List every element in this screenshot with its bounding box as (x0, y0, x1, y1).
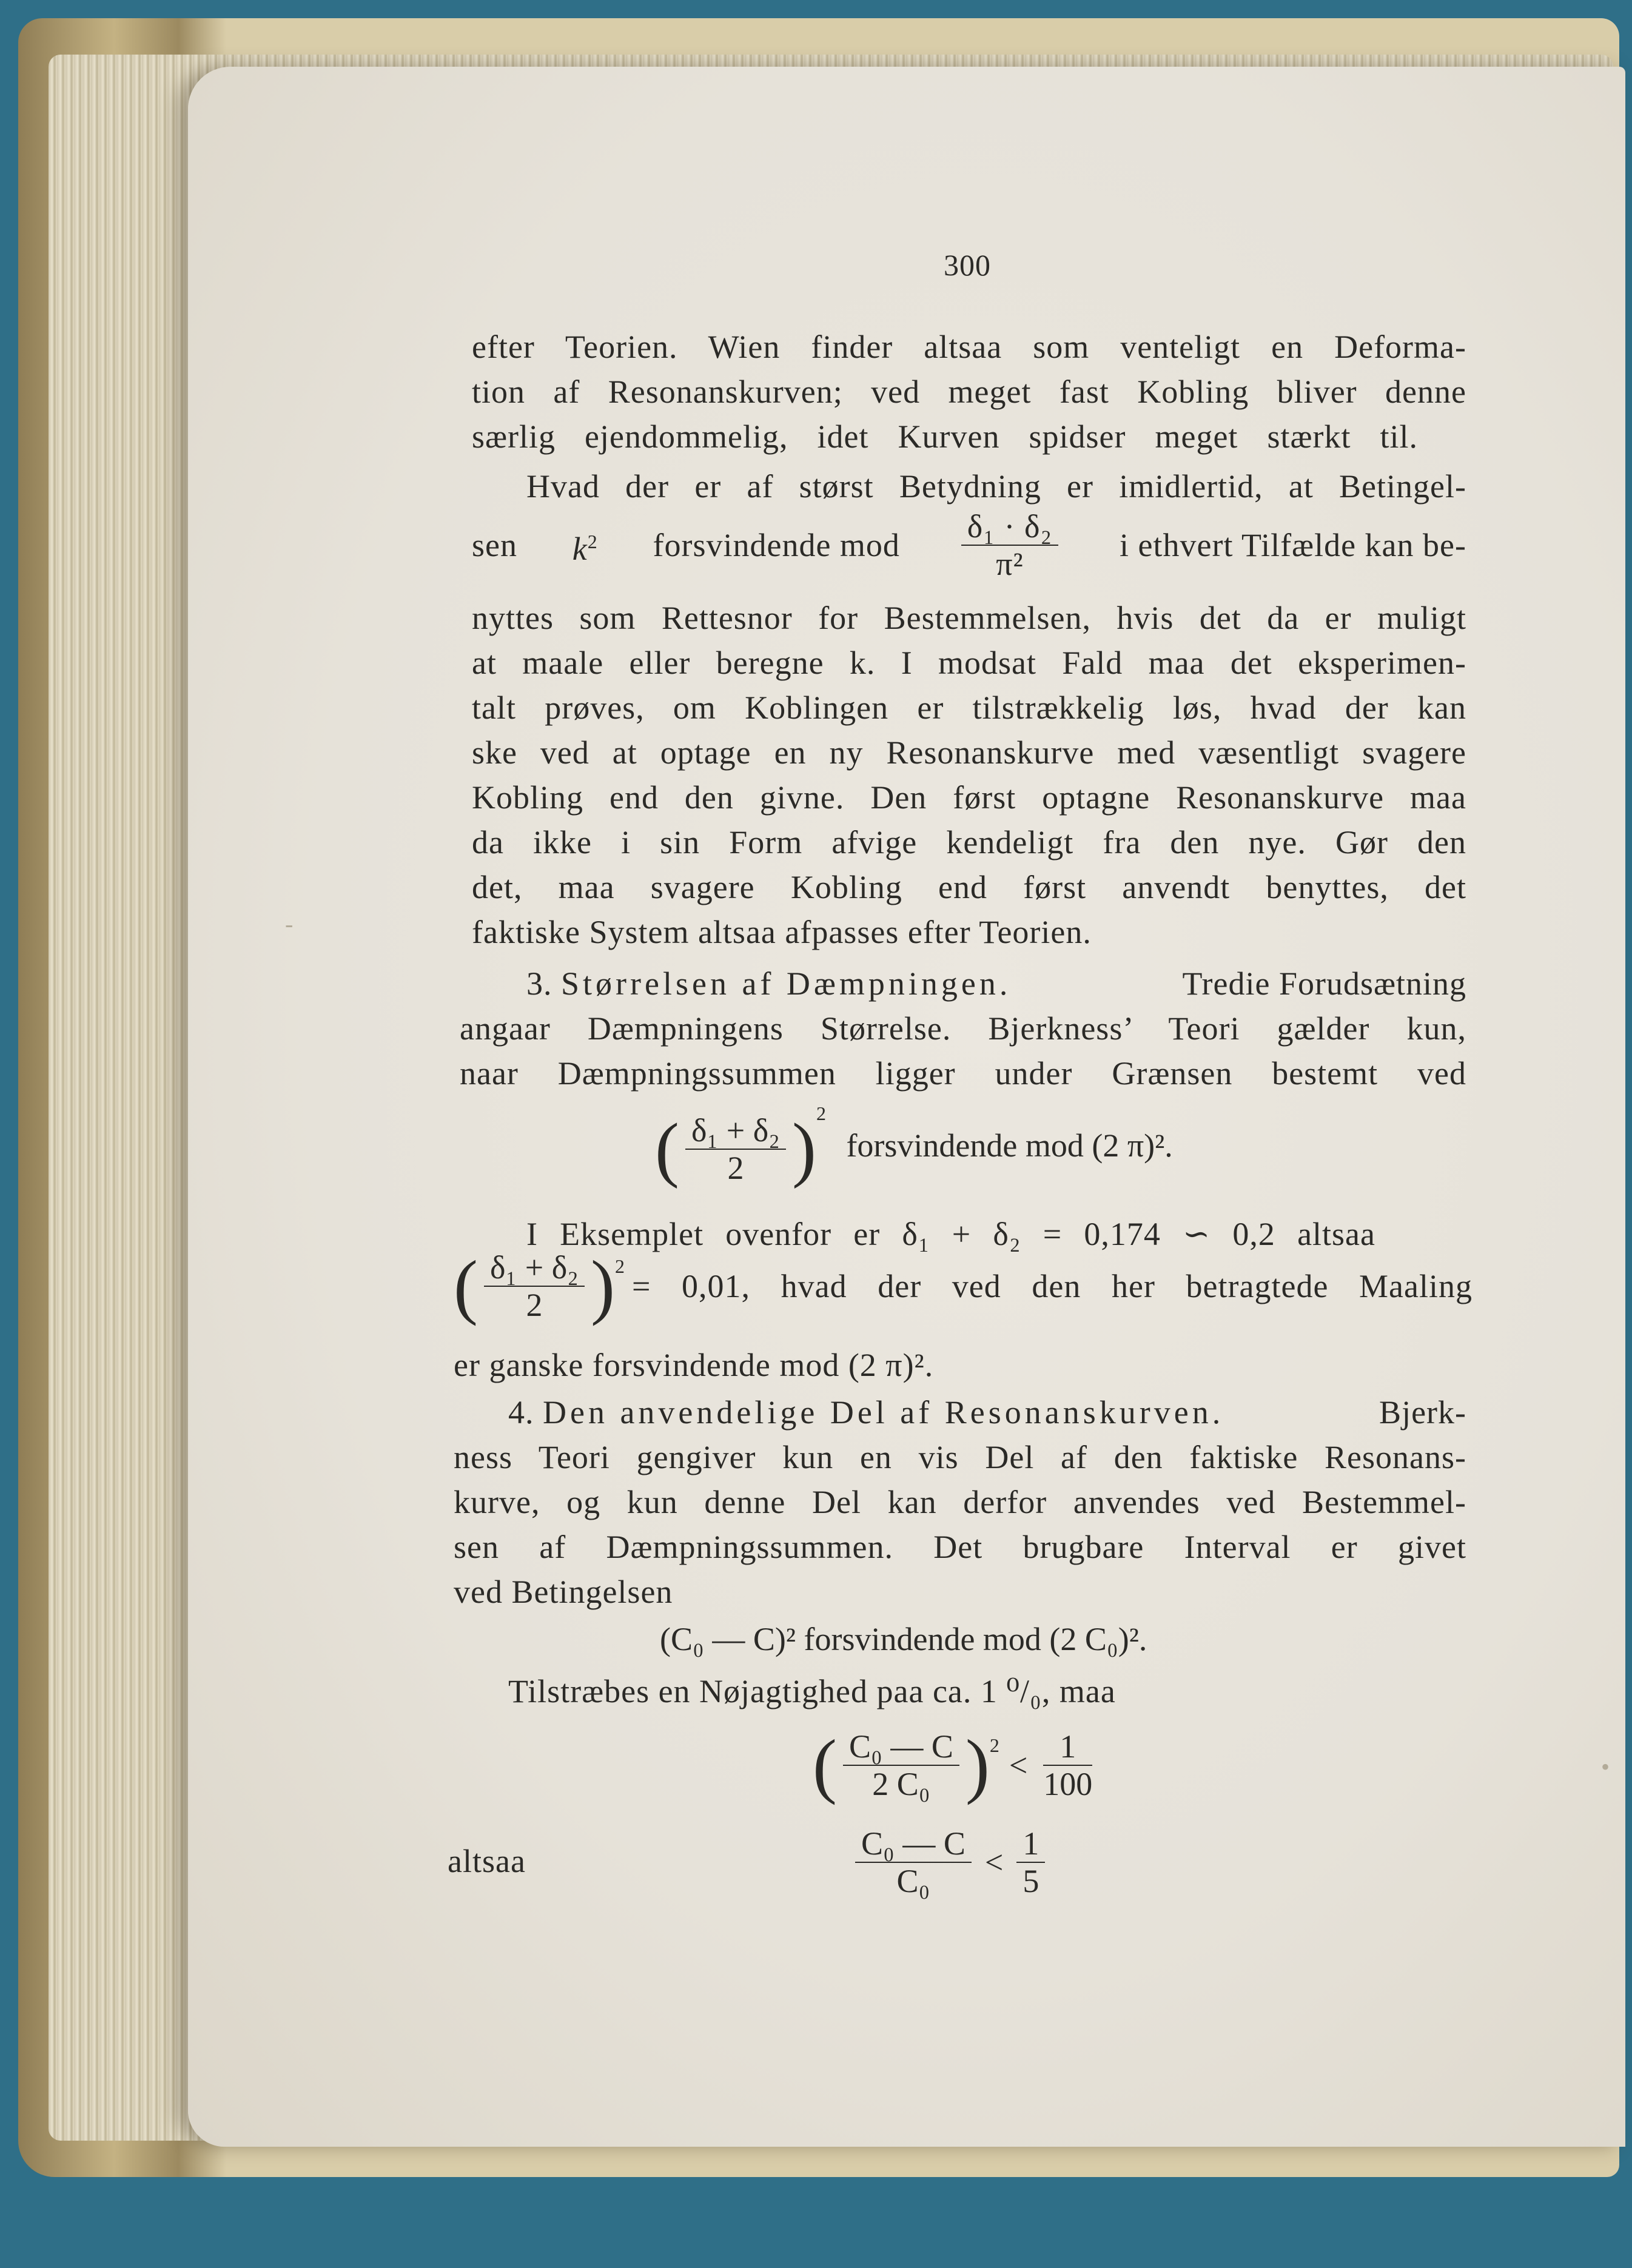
text-line: Kobling end den givne. Den først optagne Resonanskurve maa (472, 779, 1466, 816)
k-variable: k (572, 531, 588, 567)
fraction-capacity-ratio (855, 1825, 972, 1899)
less-than-sign: < (984, 1844, 1004, 1880)
exponent: 2 (816, 1102, 826, 1124)
paragraph-2-formula-line (472, 508, 1466, 582)
section-3-body (460, 1006, 1466, 1096)
paragraph-2-body (472, 596, 1466, 955)
exponent: 2 (614, 1255, 625, 1277)
section-number: 4. (508, 1394, 534, 1431)
section-number: 3. (526, 965, 552, 1002)
right-paren: ) (590, 1246, 615, 1326)
fraction-denominator: 2 C₀ (872, 1766, 930, 1802)
text-word: forsvindende mod (653, 527, 900, 563)
text-line: faktiske System altsaa afpasses efter Teorien. (472, 914, 1092, 950)
fraction-capacity-ratio (843, 1728, 959, 1802)
section-heading (526, 961, 1011, 1006)
equation-interval-condition (660, 1620, 1147, 1658)
fraction-numerator: C₀ — C (843, 1728, 959, 1766)
text-line: talt prøves, om Koblingen er tilstrækkelig løs, hvad der kan (472, 689, 1466, 726)
fraction-denominator: 2 (526, 1287, 543, 1323)
fraction-delta-sum (685, 1112, 786, 1186)
altsaa-label (448, 1839, 526, 1884)
fraction-numerator: C₀ — C (855, 1825, 972, 1863)
text-word: Tredie Forudsætning (1182, 965, 1466, 1002)
text-word: i ethvert Tilfælde kan be- (1120, 527, 1466, 563)
section-3-last-line (454, 1343, 933, 1387)
fraction-numerator: 1 (1043, 1728, 1092, 1766)
section-3-heading-line (526, 961, 1466, 1006)
text-line: angaar Dæmpningens Størrelse. Bjerkness’ Teori gælder kun, (460, 1010, 1466, 1047)
left-paren: ( (813, 1725, 837, 1805)
fraction-numerator: δ₁ + δ₂ (484, 1249, 585, 1287)
right-paren: ) (791, 1108, 816, 1189)
text-line: da ikke i sin Form afvige kendeligt fra den nye. Gør den (472, 824, 1466, 861)
left-paren: ( (655, 1108, 679, 1189)
fraction-denominator: C₀ (896, 1863, 930, 1899)
fraction-denominator: 5 (1023, 1863, 1039, 1899)
text-line: kurve, og kun denne Del kan derfor anvendes ved Bestemmel- (454, 1484, 1466, 1520)
fraction-rhs (1043, 1728, 1092, 1802)
exponent: 2 (587, 531, 598, 552)
text-line: ved Betingelsen (454, 1574, 673, 1610)
paper-speck: - (285, 910, 294, 938)
text-line: naar Dæmpningssummen ligger under Grænsen bestemt ved (460, 1055, 1466, 1092)
fraction-delta-product (961, 508, 1059, 582)
text-line: er ganske forsvindende mod (2 π)². (454, 1347, 934, 1383)
right-paren: ) (965, 1725, 990, 1805)
paragraph-2-first-line (526, 464, 1466, 509)
equation-example (454, 1246, 1472, 1326)
fraction-numerator: 1 (1016, 1825, 1045, 1863)
text-word: altsaa (448, 1843, 526, 1879)
fraction-rhs (1016, 1825, 1045, 1899)
text-word: sen (472, 527, 517, 563)
k-squared (573, 519, 598, 571)
text-line: ness Teori gengiver kun en vis Del af den faktiske Resonans- (454, 1439, 1466, 1475)
text-line: sen af Dæmpningssummen. Det brugbare Interval er givet (454, 1529, 1466, 1565)
fraction-delta-sum (484, 1249, 585, 1323)
text-word: Bjerk- (1379, 1394, 1466, 1431)
text-line: I Eksemplet ovenfor er δ₁ + δ₂ = 0,174 ∽ 0,2 altsaa (526, 1216, 1375, 1252)
fraction-denominator: 2 (727, 1149, 744, 1186)
inequality-2 (849, 1825, 1051, 1899)
equation-text: forsvindende mod (2 π)². (846, 1127, 1173, 1164)
section-title: Størrelsen af Dæmpningen. (561, 965, 1012, 1002)
equation-text: (C₀ — C)² forsvindende mod (2 C₀)². (660, 1621, 1147, 1657)
section-4-heading-line (508, 1390, 1466, 1435)
less-than-sign: < (1009, 1747, 1028, 1783)
text-line: at maale eller beregne k. I modsat Fald maa det eksperimen- (472, 645, 1466, 681)
fraction-numerator: δ₁ + δ₂ (685, 1112, 786, 1150)
text-line: nyttes som Rettesnor for Bestemmelsen, hvis det da er muligt (472, 600, 1466, 636)
page-number: 300 (944, 248, 991, 282)
text-line: det, maa svagere Kobling end først anvendt benyttes, det (472, 869, 1466, 905)
paragraph-1 (472, 324, 1466, 459)
text-line: tion af Resonanskurven; ved meget fast Kobling bliver denne (472, 374, 1466, 410)
paper-speck: • (1601, 1753, 1610, 1780)
left-paren: ( (454, 1246, 478, 1326)
text-line: efter Teorien. Wien finder altsaa som venteligt en Deforma- (472, 329, 1466, 365)
text-line: Hvad der er af størst Betydning er imidlertid, at Betingel- (526, 468, 1466, 505)
accuracy-line (508, 1669, 1116, 1714)
fraction-denominator: π² (996, 546, 1024, 582)
text-line: ske ved at optage en ny Resonanskurve med væsentligt svagere (472, 734, 1466, 771)
text-line: særlig ejendommelig, idet Kurven spidser meget stærkt til. (472, 418, 1418, 455)
text-line: Tilstræbes en Nøjagtighed paa ca. 1 ⁰/₀, maa (508, 1673, 1116, 1709)
fraction-denominator: 100 (1043, 1766, 1093, 1802)
fraction-numerator: δ₁ · δ₂ (961, 508, 1059, 546)
inequality-1 (813, 1725, 1098, 1805)
exponent: 2 (989, 1734, 999, 1756)
section-title: Den anvendelige Del af Resonanskurven. (543, 1394, 1224, 1431)
section-4-body (454, 1435, 1466, 1614)
equation-damping-limit (655, 1102, 1173, 1189)
equation-text: = 0,01, hvad der ved den her betragtede Maaling (631, 1268, 1472, 1304)
section-heading (508, 1390, 1224, 1435)
